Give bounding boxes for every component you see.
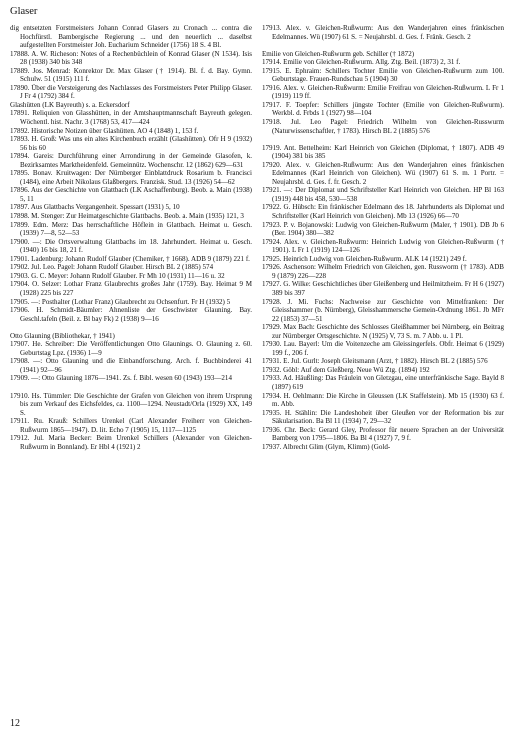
entry-spacer xyxy=(10,383,252,392)
bibliography-entry: 17903. G. C. Meyer: Johann Rudolf Glauber. Fr Mh 10 (1931) 11—16 u. 32 xyxy=(10,271,225,280)
bibliography-entry: 17936. Chr. Beck: Gerard Gley, Professor für neuere Sprachen an der Universität Bamberg von 1795—1806. Ba Bl 4 (1927) 7, 9 f. xyxy=(262,425,504,443)
bibliography-entry: 17932. Göbl: Auf dem Gleßberg. Neue Wü Ztg. (1894) 192 xyxy=(262,365,430,374)
bibliography-entry: Emilie von Gleichen-Rußwurm geb. Schiller († 1872) xyxy=(262,49,415,58)
bibliography-entry: 17918. Jul. Leo Pagel: Friedrich Wilhelm von Gleichen-Russwurm (Naturwissenschaftler, † 1783). Hirsch BL 2 (1885) 576 xyxy=(262,118,504,135)
left-column xyxy=(10,24,252,451)
running-title: Glaser xyxy=(10,6,38,17)
bibliography-entry: 17895. Bonav. Kruitwagen: Der Nürnberger Einblattdruck Rosarium b. Francisci (1484), eine Arbeit Nikolaus Glaßbergers. Franzisk. Stud. 13 (1926) 54—62 xyxy=(10,169,252,186)
bibliography-entry: 17908. —: Otto Glauning und die Einbandforschung. Arch. f. Buchbinderei 41 (1941) 92—96 xyxy=(10,357,252,374)
bibliography-entry: 17925. Heinrich Ludwig von Gleichen-Rußwurm. ALK 14 (1921) 249 f. xyxy=(262,254,467,263)
bibliography-entry: 17933. Ad. Häußling: Das Fräulein von Gletzgau, eine unterfränkische Sage. Bayld 8 (1897) 619 xyxy=(262,374,504,391)
bibliography-entry: 17927. G. Wilke: Geschichtliches über Gleißenberg und Heilmitzheim. Fr H 6 (1927) 389 bis 397 xyxy=(262,280,504,297)
bibliography-entry: 17913. Alex. v. Gleichen-Rußwurm: Aus den Wanderjahren eines fränkischen Edelmannes. Wü (1907) 61 S. = Neujahrsbl. d. Ges. f. Fränk. Gesch. 2 xyxy=(262,24,504,41)
bibliography-entry: 17912. Jul. Maria Becker: Beim Urenkel Schillers (Alexander von Gleichen-Rußwurm in Bonnland). Er Hbl 4 (1921) 2 xyxy=(10,434,252,451)
bibliography-entry: 17914. Emilie von Gleichen-Rußwurm. Allg. Ztg. Beil. (1873) 2, 31 f. xyxy=(262,58,461,67)
bibliography-entry: 17899. Edm. Merz: Das herrschaftliche Höflein in Glattbach. Heimat u. Gesch. (1939) 7—8, 52—53 xyxy=(10,220,252,238)
bibliography-entry: 17905. —: Posthalter (Lothar Franz) Glaubrecht zu Ochsenfurt. Fr H (1932) 5 xyxy=(10,297,231,306)
entry-spacer xyxy=(262,135,504,144)
entry-spacer xyxy=(10,323,252,332)
bibliography-entry: 17893. H. Groß: Was uns ein altes Kirchenbuch erzählt (Glashütten). Ofr H 9 (1932) 56 bis 60 xyxy=(10,135,252,152)
bibliography-entry: 17915. E. Ephraim: Schillers Tochter Emilie von Gleichen-Rußwurm zum 100. Geburtstage. Frauen-Rundschau 5 (1904) 30 xyxy=(262,66,504,84)
bibliography-entry: 17923. P. v. Bojanowski: Ludwig von Gleichen-Rußwurm (Maler, † 1901). DB Jb 6 (Ber. 1904) 380—382 xyxy=(262,220,504,238)
bibliography-entry: 17910. Hs. Tümmler: Die Geschichte der Grafen von Gleichen von ihrem Ursprung bis zum Verkauf des Eichsfeldes, ca. 1100—1294. Neustadt/Orla (1929) XX, 149 S. xyxy=(10,391,252,417)
bibliography-entry: 17897. Aus Glattbachs Vergangenheit. Spessart (1931) 5, 10 xyxy=(10,203,180,212)
bibliography-entry: 17929. Max Bach: Geschichte des Schlosses Gleißhammer bei Nürnberg, ein Beitrag zur Nürnberger Ortsgeschichte. N (1925) V, 73 S. m. 7 Abb. u. 1 Pl. xyxy=(262,323,504,340)
bibliography-entry: 17902. Jul. Leo. Pagel: Johann Rudolf Glauber. Hirsch BL 2 (1885) 574 xyxy=(10,263,214,272)
bibliography-entry: 17890. Über die Versteigerung des Nachlasses des Forstmeisters Peter Philipp Glaser. J Fr 4 (1792) 384 f. xyxy=(10,83,252,101)
bibliography-entry: dig entsetzten Forstmeisters Johann Conrad Glasers zu Cronach ... contra die Hochfürstl. Bambergische Regierung ... und den neuerlich ... daselbst aufgestellten Forstmeister Joh. Eucharium Schneider (1756) 18 S. 4 Bl. xyxy=(10,24,252,50)
bibliography-entry: 17891. Reliquien von Glasshütten, in der Amtshauptmannschaft Bayreuth gelegen. Wöchentl. hist. Nachr. 3 (1768) 53, 417—424 xyxy=(10,109,252,127)
bibliography-entry: 17926. Aschenson: Wilhelm Friedrich von Gleichen, gen. Russworm († 1783). ADB 9 (1879) 226—228 xyxy=(262,263,504,280)
bibliography-entry: 17916. Alex. v. Gleichen-Rußwurm: Emilie Freifrau von Gleichen-Rußwurm. L Fr 1 (1919) 119 ff. xyxy=(262,83,504,101)
bibliography-entry: 17889. Jos. Menrad: Konrektor Dr. Max Glaser († 1914). Bl. f. d. Bay. Gymn. Schulw. 51 (1915) 111 f. xyxy=(10,66,252,84)
bibliography-entry: 17919. Ant. Bettelheim: Karl Heinrich von Gleichen (Diplomat, † 1807). ADB 49 (1904) 381 bis 385 xyxy=(262,143,504,161)
bibliography-entry: 17920. Alex. v. Gleichen-Rußwurm: Aus den Wanderjahren eines fränkischen Edelmannes (Karl Heinrich von Gleichen). Wü (1907) 61 S. m. 1 Portr. = Neujahrsbl. d. Ges. f. fr. Gesch. 2 xyxy=(262,160,504,186)
bibliography-entry: 17937. Albrecht Glim (Glym, Klimm) (Gold- xyxy=(262,442,391,451)
right-column xyxy=(262,24,504,451)
bibliography-entry: Glashütten (LK Bayreuth) s. a. Eckersdorf xyxy=(10,100,130,109)
bibliography-entry: 17930. Lau. Bayerl: Um die Voitenzeche am Gleissingerfels. Obfr. Heimat 6 (1929) 199 f., 206 f. xyxy=(262,340,504,357)
bibliography-entry: 17917. F. Toepfer: Schillers jüngste Tochter (Emilie von Gleichen-Rußwurm). Werkbl. d. Frbds 1 (1927) 98—104 xyxy=(262,100,504,118)
bibliography-entry: 17900. —: Die Ortsverwaltung Glattbachs im 18. Jahrhundert. Heimat u. Gesch. (1940) 16 bis 18, 21 f. xyxy=(10,237,252,255)
entry-spacer xyxy=(262,41,504,50)
bibliography-entry: Otto Glauning (Bibliothekar, † 1941) xyxy=(10,331,115,340)
bibliography-entry: 17935. H. Stählin: Die Landeshoheit über Gleußen vor der Reformation bis zur Säkularisation. Ba Bl 11 (1934) 7, 29—32 xyxy=(262,408,504,426)
bibliography-entry: 17901. Ladenburg: Johann Rudolf Glauber (Chemiker, † 1668). ADB 9 (1879) 221 f. xyxy=(10,254,250,263)
bibliography-entry: 17907. He. Schreiber: Die Veröffentlichungen Otto Glaunings. O. Glauning z. 60. Geburtstag Lpz. (1936) 1—9 xyxy=(10,340,252,357)
bibliography-entry: 17928. J. Mi. Fuchs: Nachweise zur Geschichte von Mittelfranken: Der Gleisshammer (b. Nürnberg), Gleisshammersche Gemein-Ordnung 1861. Jb MFr 22 (1853) 37—51 xyxy=(262,297,504,323)
bibliography-entry: 17924. Alex. v. Gleichen-Rußwurm: Heinrich Ludwig von Gleichen-Rußwurm († 1901). L Fr 1 (1919) 124—126 xyxy=(262,237,504,255)
bibliography-entry: 17909. —: Otto Glauning 1876—1941. Zs. f. Bibl. wesen 60 (1943) 193—214 xyxy=(10,374,232,383)
bibliography-entry: 17922. G. Hübsch: Ein fränkischer Edelmann des 18. Jahrhunderts als Diplomat und Schriftsteller (Karl Heinrich von Gleichen). Mb 13 (1926) 66—70 xyxy=(262,203,504,221)
bibliography-entry: 17888. A. W. Richeson: Notes of a Rechenbüchlein of Konrad Glaser (N 1534). Isis 28 (1938) 340 bis 348 xyxy=(10,49,252,67)
bibliography-entry: 17934. H. Oehlmann: Die Kirche in Gleussen (LK Staffelstein). Mb 15 (1930) 63 f. m. Abb. xyxy=(262,391,504,409)
bibliography-entry: 17904. O. Selzer: Lothar Franz Glaubrechts großes Jahr (1759). Bay. Heimat 9 M (1928) 225 bis 227 xyxy=(10,280,252,297)
bibliography-entry: 17921. —: Der Diplomat und Schriftsteller Karl Heinrich von Gleichen. HP Bl 163 (1919) 448 bis 458, 530—538 xyxy=(262,186,504,203)
page-number: 12 xyxy=(10,718,20,729)
bibliography-entry: 17906. H. Schmidt-Bäumler: Ahnenliste der Geschwister Glauning. Bay. Geschl.tafeln (Beil. z. Bl bay Fk) 2 (1938) 9—16 xyxy=(10,306,252,323)
bibliography-entry: 17898. M. Stenger: Zur Heimatgeschichte Glattbachs. Beob. a. Main (1935) 121, 3 xyxy=(10,212,244,221)
bibliography-entry: 17892. Historische Notizen über Glashütten. AO 4 (1848) 1, 153 f. xyxy=(10,126,199,135)
bibliography-entry: 17894. Gareis: Durchführung einer Arrondirung in der Gemeinde Glasofen, k. Bezirksamtes Marktheidenfeld. Gemeinnütz. Wochenschr. 12 (1862) 629—631 xyxy=(10,152,252,169)
bibliography-entry: 17911. Ru. Krauß: Schillers Urenkel (Carl Alexander Freiherr von Gleichen-Rußwurm 1865—1947). D. lit. Echo 7 (1905) 15, 1117—1125 xyxy=(10,417,252,434)
entry-columns xyxy=(10,24,504,451)
bibliography-entry: 17931. E. Jul. Gurlt: Joseph Gleitsmann (Arzt, † 1882). Hirsch BL 2 (1885) 576 xyxy=(262,357,488,366)
bibliography-entry: 17896. Aus der Geschichte von Glattbach (LK Aschaffenburg). Beob. a. Main (1938) 5, 11 xyxy=(10,186,252,203)
